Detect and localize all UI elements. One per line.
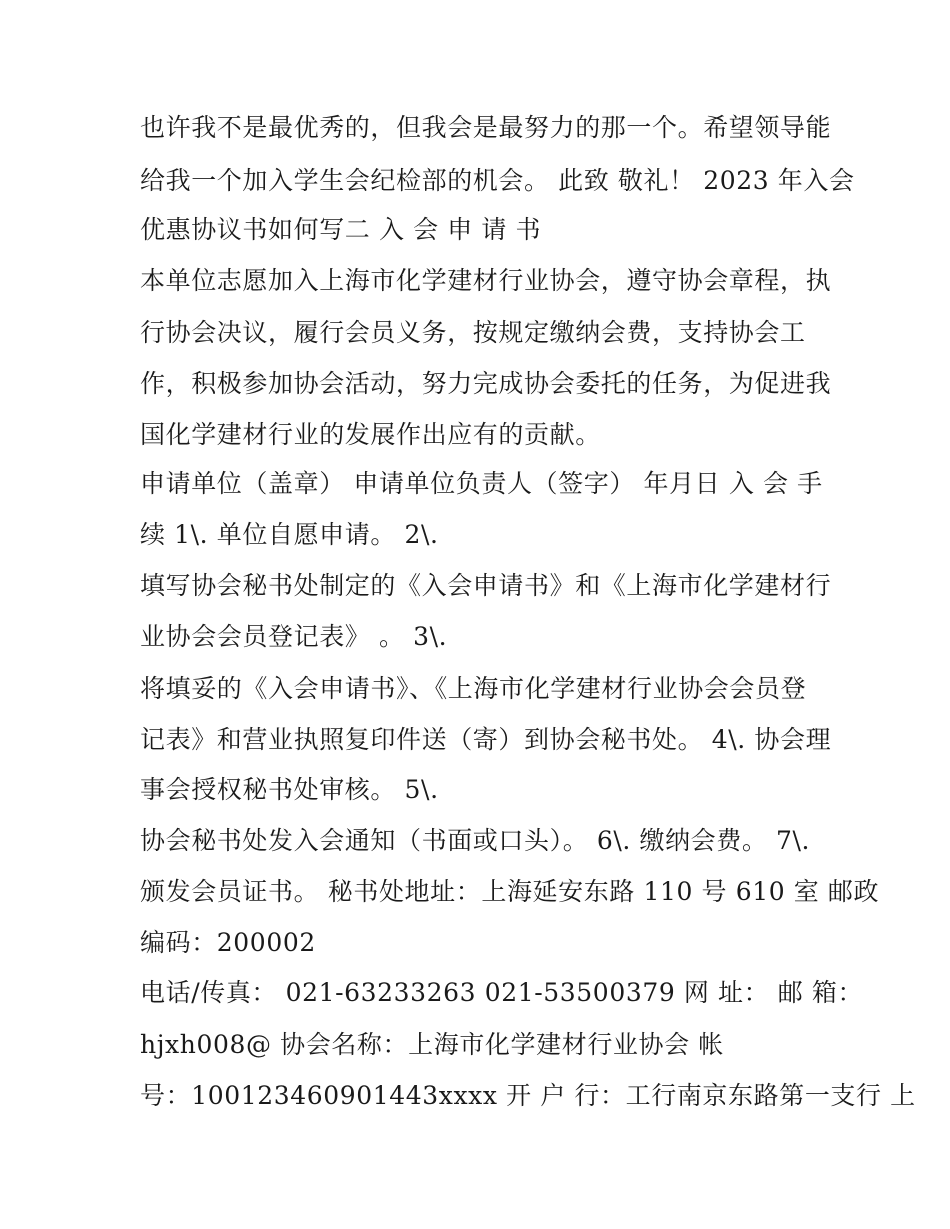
text-line: 行协会决议，履行会员义务，按规定缴纳会费，支持协会工 — [140, 318, 806, 347]
text-line: 事会授权秘书处审核。 5\. — [140, 775, 439, 804]
text-line: 也许我不是最优秀的，但我会是最努力的那一个。希望领导能 — [140, 113, 832, 142]
text-line: 颁发会员证书。 秘书处地址：上海延安东路 110 号 610 室 邮政 — [140, 877, 880, 906]
text-line: 编码：200002 — [140, 928, 316, 957]
text-line: 给我一个加入学生会纪检部的机会。 此致 敬礼！ 2023 年入会 — [140, 166, 855, 195]
text-line: 协会秘书处发入会通知（书面或口头）。 6\. 缴纳会费。 7\. — [140, 826, 811, 855]
text-line: 本单位志愿加入上海市化学建材行业协会，遵守协会章程，执 — [140, 266, 832, 295]
text-line: 填写协会秘书处制定的《入会申请书》和《上海市化学建材行 — [140, 571, 832, 600]
text-line: 业协会会员登记表》 。 3\. — [140, 622, 448, 651]
text-line: 记表》和营业执照复印件送（寄）到协会秘书处。 4\. 协会理 — [140, 725, 832, 754]
text-line: 作，积极参加协会活动，努力完成协会委托的任务，为促进我 — [140, 369, 832, 398]
text-line: hjxh008@ 协会名称：上海市化学建材行业协会 帐 — [140, 1030, 724, 1059]
text-line: 号：100123460901443xxxx 开 户 行：工行南京东路第一支行 上 — [140, 1081, 916, 1110]
text-line: 优惠协议书如何写二 入 会 申 请 书 — [140, 215, 542, 244]
text-line: 电话/传真： 021-63233263 021-53500379 网 址： 邮 箱： — [140, 978, 864, 1007]
text-line: 续 1\. 单位自愿申请。 2\. — [140, 520, 439, 549]
text-line: 国化学建材行业的发展作出应有的贡献。 — [140, 420, 601, 449]
text-line: 将填妥的《入会申请书》、《上海市化学建材行业协会会员登 — [140, 674, 807, 703]
text-line: 申请单位（盖章） 申请单位负责人（签字） 年月日 入 会 手 — [140, 469, 823, 498]
